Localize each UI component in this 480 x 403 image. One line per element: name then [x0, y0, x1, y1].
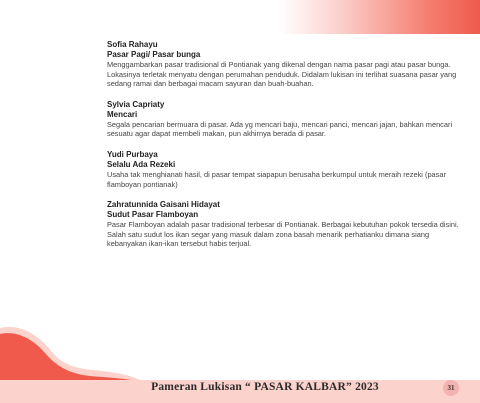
page-number-badge: 31 [443, 380, 459, 396]
artwork-descriptions [107, 40, 467, 260]
entry-4 [107, 200, 467, 249]
artist-name: Zahratunnida Gaisani Hidayat [107, 200, 220, 210]
artwork-title: Pasar Pagi/ Pasar bunga [107, 50, 201, 59]
artwork-title: Sudut Pasar Flamboyan [107, 210, 199, 220]
entry-2 [107, 100, 467, 139]
artwork-title: Mencari [107, 109, 138, 119]
artist-name: Sylvia Capriaty [107, 99, 165, 109]
artwork-description: Pasar Flamboyan adalah pasar tradisional terbesar di Pontianak. Berbagai kebutuhan pokok tersedia disini. Salah satu sudut los ikan segar yang masuk dalam zona basah menarik perhatianku dimana siang kebanyakan ikan-ikan tersebut habis terjual. [107, 220, 459, 249]
artwork-description: Segala pencarian bermuara di pasar. Ada yg mencari baju, mencari panci, mencari jajan, bahkan mencari sesuatu agar dapat membeli makan, pun akhirnya berada di pasar. [107, 119, 453, 139]
artwork-title: Selalu Ada Rezeki [107, 159, 176, 169]
artist-name: Yudi Purbaya [107, 149, 158, 159]
entry-1 [107, 40, 467, 89]
exhibition-title: Pameran Lukisan “ PASAR KALBAR” 2023 [151, 381, 379, 393]
corner-gradient-decoration [280, 0, 480, 34]
entry-3 [107, 150, 467, 189]
artist-name: Sofia Rahayu [107, 40, 158, 49]
artwork-description: Menggambarkan pasar tradisional di Pontianak yang dikenal dengan nama pasar pagi atau pasar bunga. Lokasinya terletak menyatu dengan perumahan penduduk. Didalam lukisan ini terlihat suasana pasar yang sedang ramai dan berbagai macam sayuran dan buah-buahan. [107, 60, 457, 89]
artwork-description: Usaha tak menghianati hasil, di pasar tempat siapapun berusaha berkumpul untuk meraih rezeki (pasar flamboyan pontianak) [107, 169, 446, 189]
